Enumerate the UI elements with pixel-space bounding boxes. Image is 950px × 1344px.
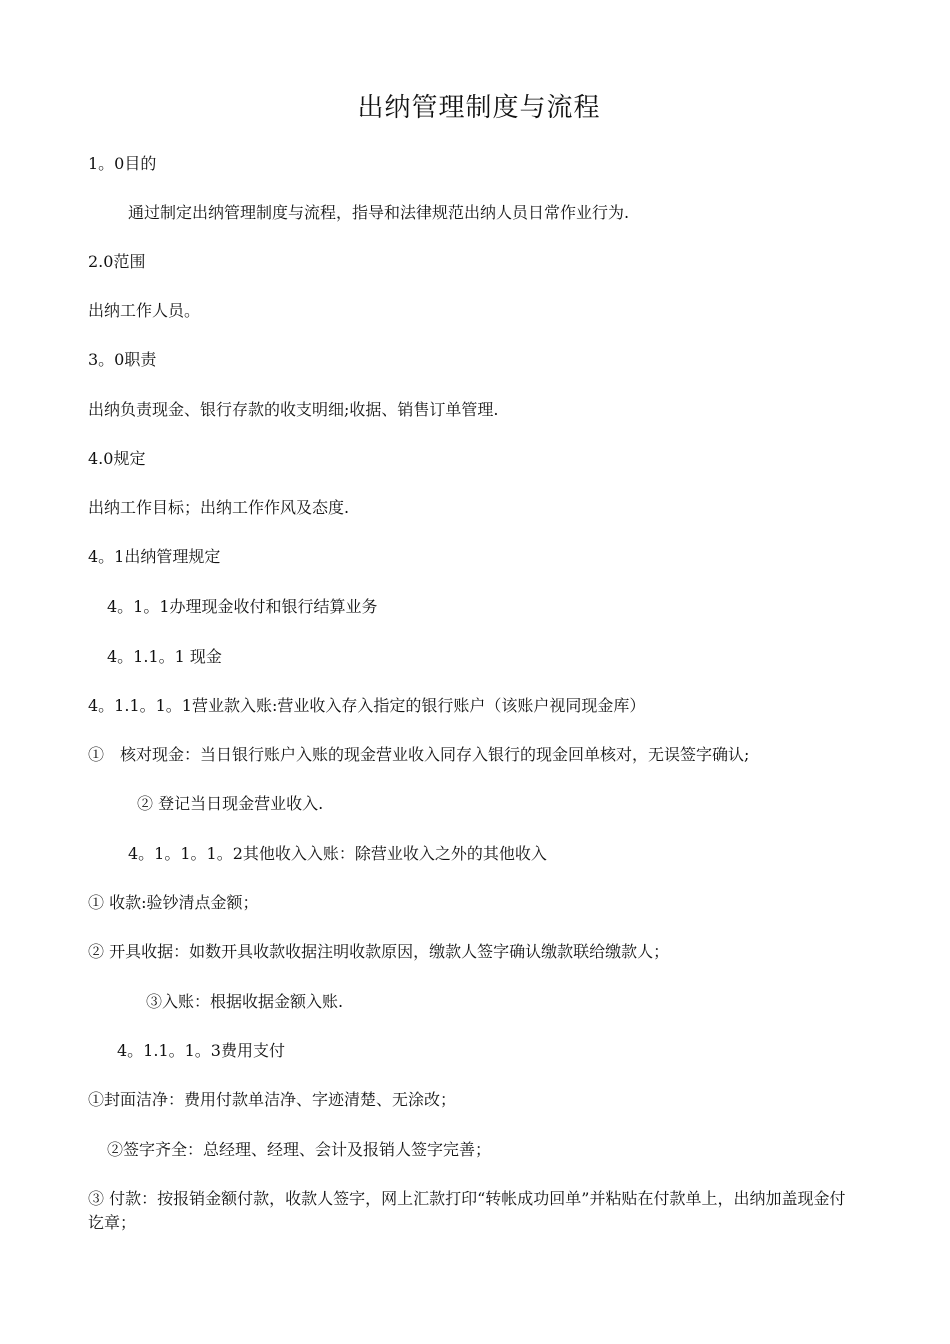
section-1-body: 通过制定出纳管理制度与流程，指导和法律规范出纳人员日常作业行为. [128, 203, 630, 222]
section-4-1-1-1-heading: 4。1.1。1 现金 [107, 647, 222, 666]
section-4-1-1-heading: 4。1。1办理现金收付和银行结算业务 [107, 597, 378, 616]
section-4-1-heading: 4。1出纳管理规定 [88, 547, 221, 566]
section-2-heading: 2.0范围 [88, 252, 146, 271]
list-item-collect-payment: ① 收款:验钞清点金额； [88, 893, 259, 912]
list-item-issue-receipt: ② 开具收据：如数开具收款收据注明收款原因，缴款人签字确认缴款联给缴款人； [88, 942, 670, 961]
list-item-verify-cash: ① 核对现金：当日银行账户入账的现金营业收入同存入银行的现金回单核对，无误签字确认; [88, 745, 750, 764]
section-3-heading: 3。0职责 [88, 350, 157, 369]
list-item-complete-signatures: ②签字齐全：总经理、经理、会计及报销人签字完善； [107, 1140, 492, 1159]
section-4-heading: 4.0规定 [88, 449, 146, 468]
list-item-make-payment: ③ 付款：按报销金额付款，收款人签字，网上汇款打印“转帐成功回单”并粘贴在付款单上，出纳加盖现金付讫章； [88, 1189, 846, 1232]
list-item-post-entry: ③入账：根据收据金额入账. [146, 992, 344, 1011]
list-item-clean-cover: ①封面洁净：费用付款单洁净、字迹清楚、无涂改； [88, 1090, 457, 1109]
section-4-1-1-1-1-heading: 4。1.1。1。1营业款入账:营业收入存入指定的银行账户（该账户视同现金库） [88, 696, 646, 715]
section-3-body: 出纳负责现金、银行存款的收支明细;收据、销售订单管理. [88, 400, 499, 419]
document-title: 出纳管理制度与流程 [357, 93, 601, 123]
section-4-1-1-1-2-heading: 4。1。1。1。2其他收入入账：除营业收入之外的其他收入 [128, 844, 547, 863]
list-item-record-revenue: ② 登记当日现金营业收入. [137, 794, 324, 813]
section-2-body: 出纳工作人员。 [88, 301, 201, 320]
section-1-heading: 1。0目的 [88, 154, 157, 173]
section-4-body: 出纳工作目标；出纳工作作风及态度. [88, 498, 350, 517]
section-4-1-1-1-3-heading: 4。1.1。1。3费用支付 [117, 1041, 285, 1060]
